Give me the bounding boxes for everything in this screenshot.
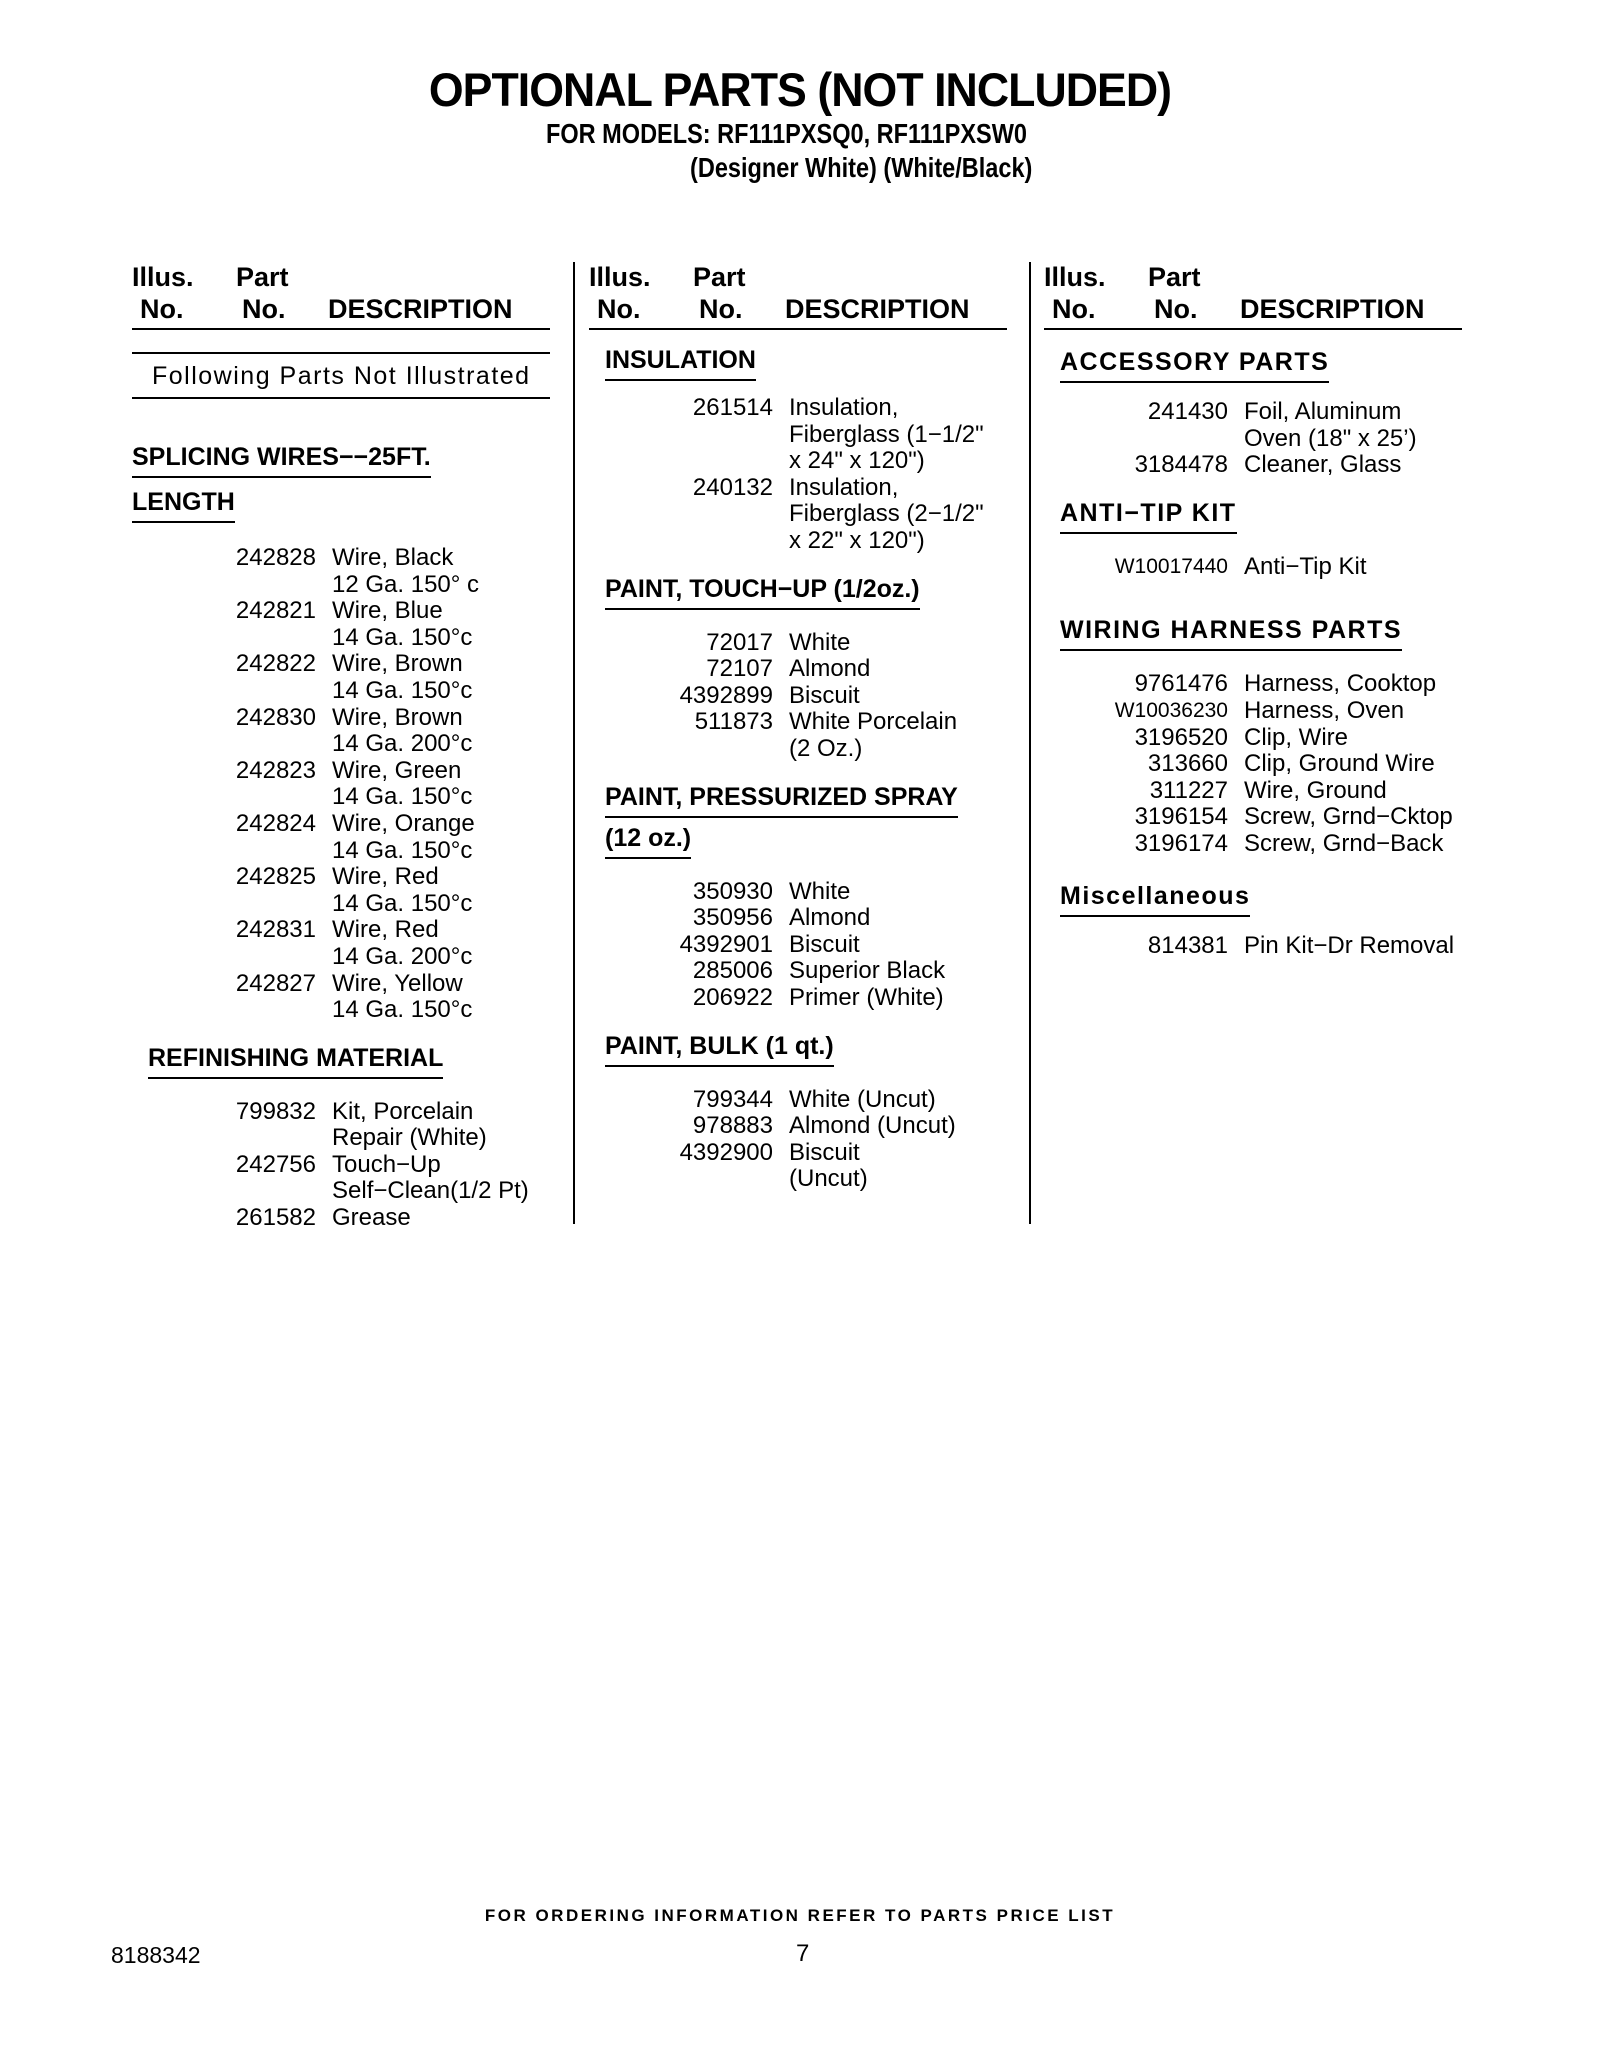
part-row: [132, 705, 550, 758]
part-description: Wire, Yellow 14 Ga. 150°c: [332, 969, 473, 1024]
part-row: [1044, 831, 1462, 858]
part-description: Wire, Red 14 Ga. 150°c: [332, 863, 473, 917]
part-row: [589, 1113, 1007, 1140]
parts-list: [1044, 933, 1462, 960]
part-description: Wire, Brown 14 Ga. 200°c: [332, 703, 473, 758]
part-description: Screw, Grnd−Cktop: [1244, 803, 1453, 831]
part-number: 242831: [235, 916, 316, 944]
part-number: 242822: [235, 650, 316, 678]
part-number: 311227: [1149, 776, 1228, 804]
header-part-no: No.: [1154, 294, 1198, 324]
header-illus-no: No.: [597, 294, 641, 324]
part-number: 242830: [235, 703, 316, 731]
header-part: Part: [236, 262, 289, 292]
section-title-misc: Miscellaneous: [1060, 882, 1250, 917]
part-number: 9761476: [1134, 670, 1228, 698]
part-row: [589, 709, 1007, 762]
document-number: 8188342: [111, 1942, 201, 1968]
part-description: Screw, Grnd−Back: [1244, 829, 1444, 857]
part-number: W10017440: [1114, 554, 1228, 578]
part-row: [1044, 751, 1462, 778]
part-row: [1044, 933, 1462, 960]
part-row: [589, 985, 1007, 1012]
part-description: White: [789, 877, 851, 905]
part-number: W10036230: [1114, 698, 1228, 722]
part-row: [132, 971, 550, 1024]
header-illus: Illus.: [132, 262, 194, 292]
header-part: Part: [1148, 262, 1201, 292]
part-description: Biscuit (Uncut): [789, 1138, 868, 1193]
part-number: 285006: [692, 957, 773, 985]
part-number: 242821: [235, 597, 316, 625]
part-description: Grease: [332, 1204, 411, 1232]
section-title-harness: WIRING HARNESS PARTS: [1060, 616, 1402, 651]
part-description: Wire, Black 12 Ga. 150° c: [332, 544, 480, 598]
parts-list: [132, 545, 550, 1024]
part-description: Wire, Green 14 Ga. 150°c: [332, 756, 473, 811]
part-description: Clip, Wire: [1244, 723, 1349, 751]
part-number: 350930: [692, 877, 773, 905]
table-header: [1044, 262, 1462, 330]
part-row: [1044, 804, 1462, 831]
part-number: 72017: [706, 628, 773, 656]
part-row: [1044, 399, 1462, 452]
header-illus-no: No.: [1052, 294, 1096, 324]
part-row: [589, 958, 1007, 985]
part-description: Pin Kit−Dr Removal: [1244, 931, 1455, 959]
part-description: Clip, Ground Wire: [1244, 750, 1435, 778]
part-description: White Porcelain (2 Oz.): [789, 708, 958, 762]
part-row: [589, 879, 1007, 906]
part-row: [1044, 778, 1462, 805]
parts-list: [132, 1099, 550, 1232]
part-description: Harness, Cooktop: [1244, 670, 1437, 698]
parts-list: [589, 879, 1007, 1012]
part-number: 4392901: [679, 930, 773, 958]
column-1: [132, 262, 550, 1232]
section-title-splicing: SPLICING WIRES−−25FT.: [132, 443, 431, 478]
part-number: 242827: [235, 969, 316, 997]
header-part-no: No.: [242, 294, 286, 324]
part-description: Foil, Aluminum Oven (18" x 25’): [1244, 398, 1417, 452]
part-number: 511873: [694, 708, 773, 736]
part-description: Primer (White): [789, 983, 944, 1011]
part-number: 350956: [692, 904, 773, 932]
part-number: 799344: [692, 1085, 773, 1113]
part-row: [589, 395, 1007, 475]
part-description: Wire, Red 14 Ga. 200°c: [332, 916, 473, 970]
part-row: [589, 905, 1007, 932]
section-title-antitip: ANTI−TIP KIT: [1060, 499, 1237, 534]
parts-list: [1044, 671, 1462, 857]
models-line: FOR MODELS: RF111PXSQ0, RF111PXSW0: [546, 118, 1028, 149]
part-description: Harness, Oven: [1244, 696, 1405, 724]
header-description: DESCRIPTION: [1240, 294, 1425, 324]
part-number: 240132: [692, 473, 773, 501]
table-header: [132, 262, 550, 330]
part-description: Kit, Porcelain Repair (White): [332, 1097, 487, 1152]
part-row: [132, 1099, 550, 1152]
part-description: White (Uncut): [789, 1085, 936, 1113]
part-number: 261514: [692, 394, 773, 421]
table-header: [589, 262, 1007, 330]
part-description: Wire, Blue 14 Ga. 150°c: [332, 597, 473, 651]
part-row: [1044, 452, 1462, 479]
part-description: Wire, Brown 14 Ga. 150°c: [332, 650, 473, 704]
part-number: 241430: [1147, 398, 1228, 425]
parts-list: [1044, 554, 1462, 581]
parts-list: [1044, 399, 1462, 479]
colors-line: (Designer White) (White/Black): [690, 152, 1033, 183]
part-number: 814381: [1147, 931, 1228, 959]
part-description: Biscuit: [789, 681, 860, 709]
part-number: 3196520: [1134, 723, 1228, 751]
section-title-accessory: ACCESSORY PARTS: [1060, 348, 1329, 383]
header-part: Part: [693, 262, 746, 292]
column-2: [589, 262, 1007, 1193]
part-number: 242824: [235, 809, 316, 837]
section-title-spray-size: (12 oz.): [605, 824, 691, 859]
part-row: [589, 1140, 1007, 1193]
part-description: Insulation, Fiberglass (1−1/2" x 24" x 120"): [789, 394, 984, 475]
part-row: [132, 758, 550, 811]
part-number: 799832: [235, 1097, 316, 1125]
header-part-no: No.: [699, 294, 743, 324]
part-description: Anti−Tip Kit: [1244, 552, 1367, 580]
part-number: 313660: [1147, 750, 1228, 778]
part-number: 978883: [692, 1112, 773, 1140]
part-row: [1044, 554, 1462, 581]
part-row: [132, 811, 550, 864]
parts-list: [589, 630, 1007, 763]
header-description: DESCRIPTION: [328, 294, 513, 324]
part-number: 242828: [235, 544, 316, 571]
part-number: 4392900: [679, 1138, 773, 1166]
part-description: Touch−Up Self−Clean(1/2 Pt): [332, 1150, 529, 1205]
part-description: Almond (Uncut): [789, 1112, 956, 1140]
part-description: Biscuit: [789, 930, 860, 958]
part-number: 242825: [235, 863, 316, 891]
parts-list: [589, 395, 1007, 555]
part-number: 3196154: [1134, 803, 1228, 831]
part-number: 3196174: [1134, 829, 1228, 857]
part-row: [132, 545, 550, 598]
header-illus: Illus.: [589, 262, 651, 292]
section-title-refinishing: REFINISHING MATERIAL: [148, 1044, 443, 1079]
section-title-touchup: PAINT, TOUCH−UP (1/2oz.): [605, 575, 920, 610]
part-row: [132, 651, 550, 704]
part-description: Cleaner, Glass: [1244, 451, 1402, 479]
part-description: Wire, Orange 14 Ga. 150°c: [332, 809, 475, 864]
part-number: 242823: [235, 756, 316, 784]
part-number: 4392899: [679, 681, 773, 709]
part-row: [1044, 725, 1462, 752]
part-number: 72107: [706, 655, 773, 683]
part-row: [589, 630, 1007, 657]
section-title-spray: PAINT, PRESSURIZED SPRAY: [605, 783, 958, 818]
header-description: DESCRIPTION: [785, 294, 970, 324]
part-row: [589, 932, 1007, 959]
column-divider: [573, 262, 575, 1224]
section-title-splicing-length: LENGTH: [132, 488, 235, 523]
part-description: White: [789, 628, 851, 656]
parts-list: [589, 1087, 1007, 1193]
part-description: Almond: [789, 655, 871, 683]
ordering-note: FOR ORDERING INFORMATION REFER TO PARTS PRICE LIST: [484, 1906, 1116, 1925]
section-title-bulk: PAINT, BULK (1 qt.): [605, 1032, 834, 1067]
part-row: [1044, 698, 1462, 725]
page-number: 7: [796, 1940, 810, 1967]
part-row: [132, 864, 550, 917]
part-number: 3184478: [1134, 451, 1228, 479]
part-number: 261582: [235, 1204, 316, 1232]
part-number: 206922: [692, 983, 773, 1011]
part-row: [132, 598, 550, 651]
part-description: Wire, Ground: [1244, 776, 1387, 804]
part-row: [589, 656, 1007, 683]
part-description: Almond: [789, 904, 871, 932]
part-row: [589, 475, 1007, 555]
header-illus-no: No.: [140, 294, 184, 324]
page-title: OPTIONAL PARTS (NOT INCLUDED): [428, 63, 1172, 116]
column-3: [1044, 262, 1462, 959]
not-illustrated-note: Following Parts Not Illustrated: [132, 352, 550, 399]
part-row: [589, 683, 1007, 710]
part-row: [1044, 671, 1462, 698]
part-description: Superior Black: [789, 957, 946, 985]
part-row: [589, 1087, 1007, 1114]
part-row: [132, 917, 550, 970]
header-illus: Illus.: [1044, 262, 1106, 292]
column-divider: [1029, 262, 1031, 1224]
part-number: 242756: [235, 1150, 316, 1178]
section-title-insulation: INSULATION: [605, 346, 756, 381]
part-row: [132, 1205, 550, 1232]
part-row: [132, 1152, 550, 1205]
part-description: Insulation, Fiberglass (2−1/2" x 22" x 120"): [789, 473, 984, 554]
